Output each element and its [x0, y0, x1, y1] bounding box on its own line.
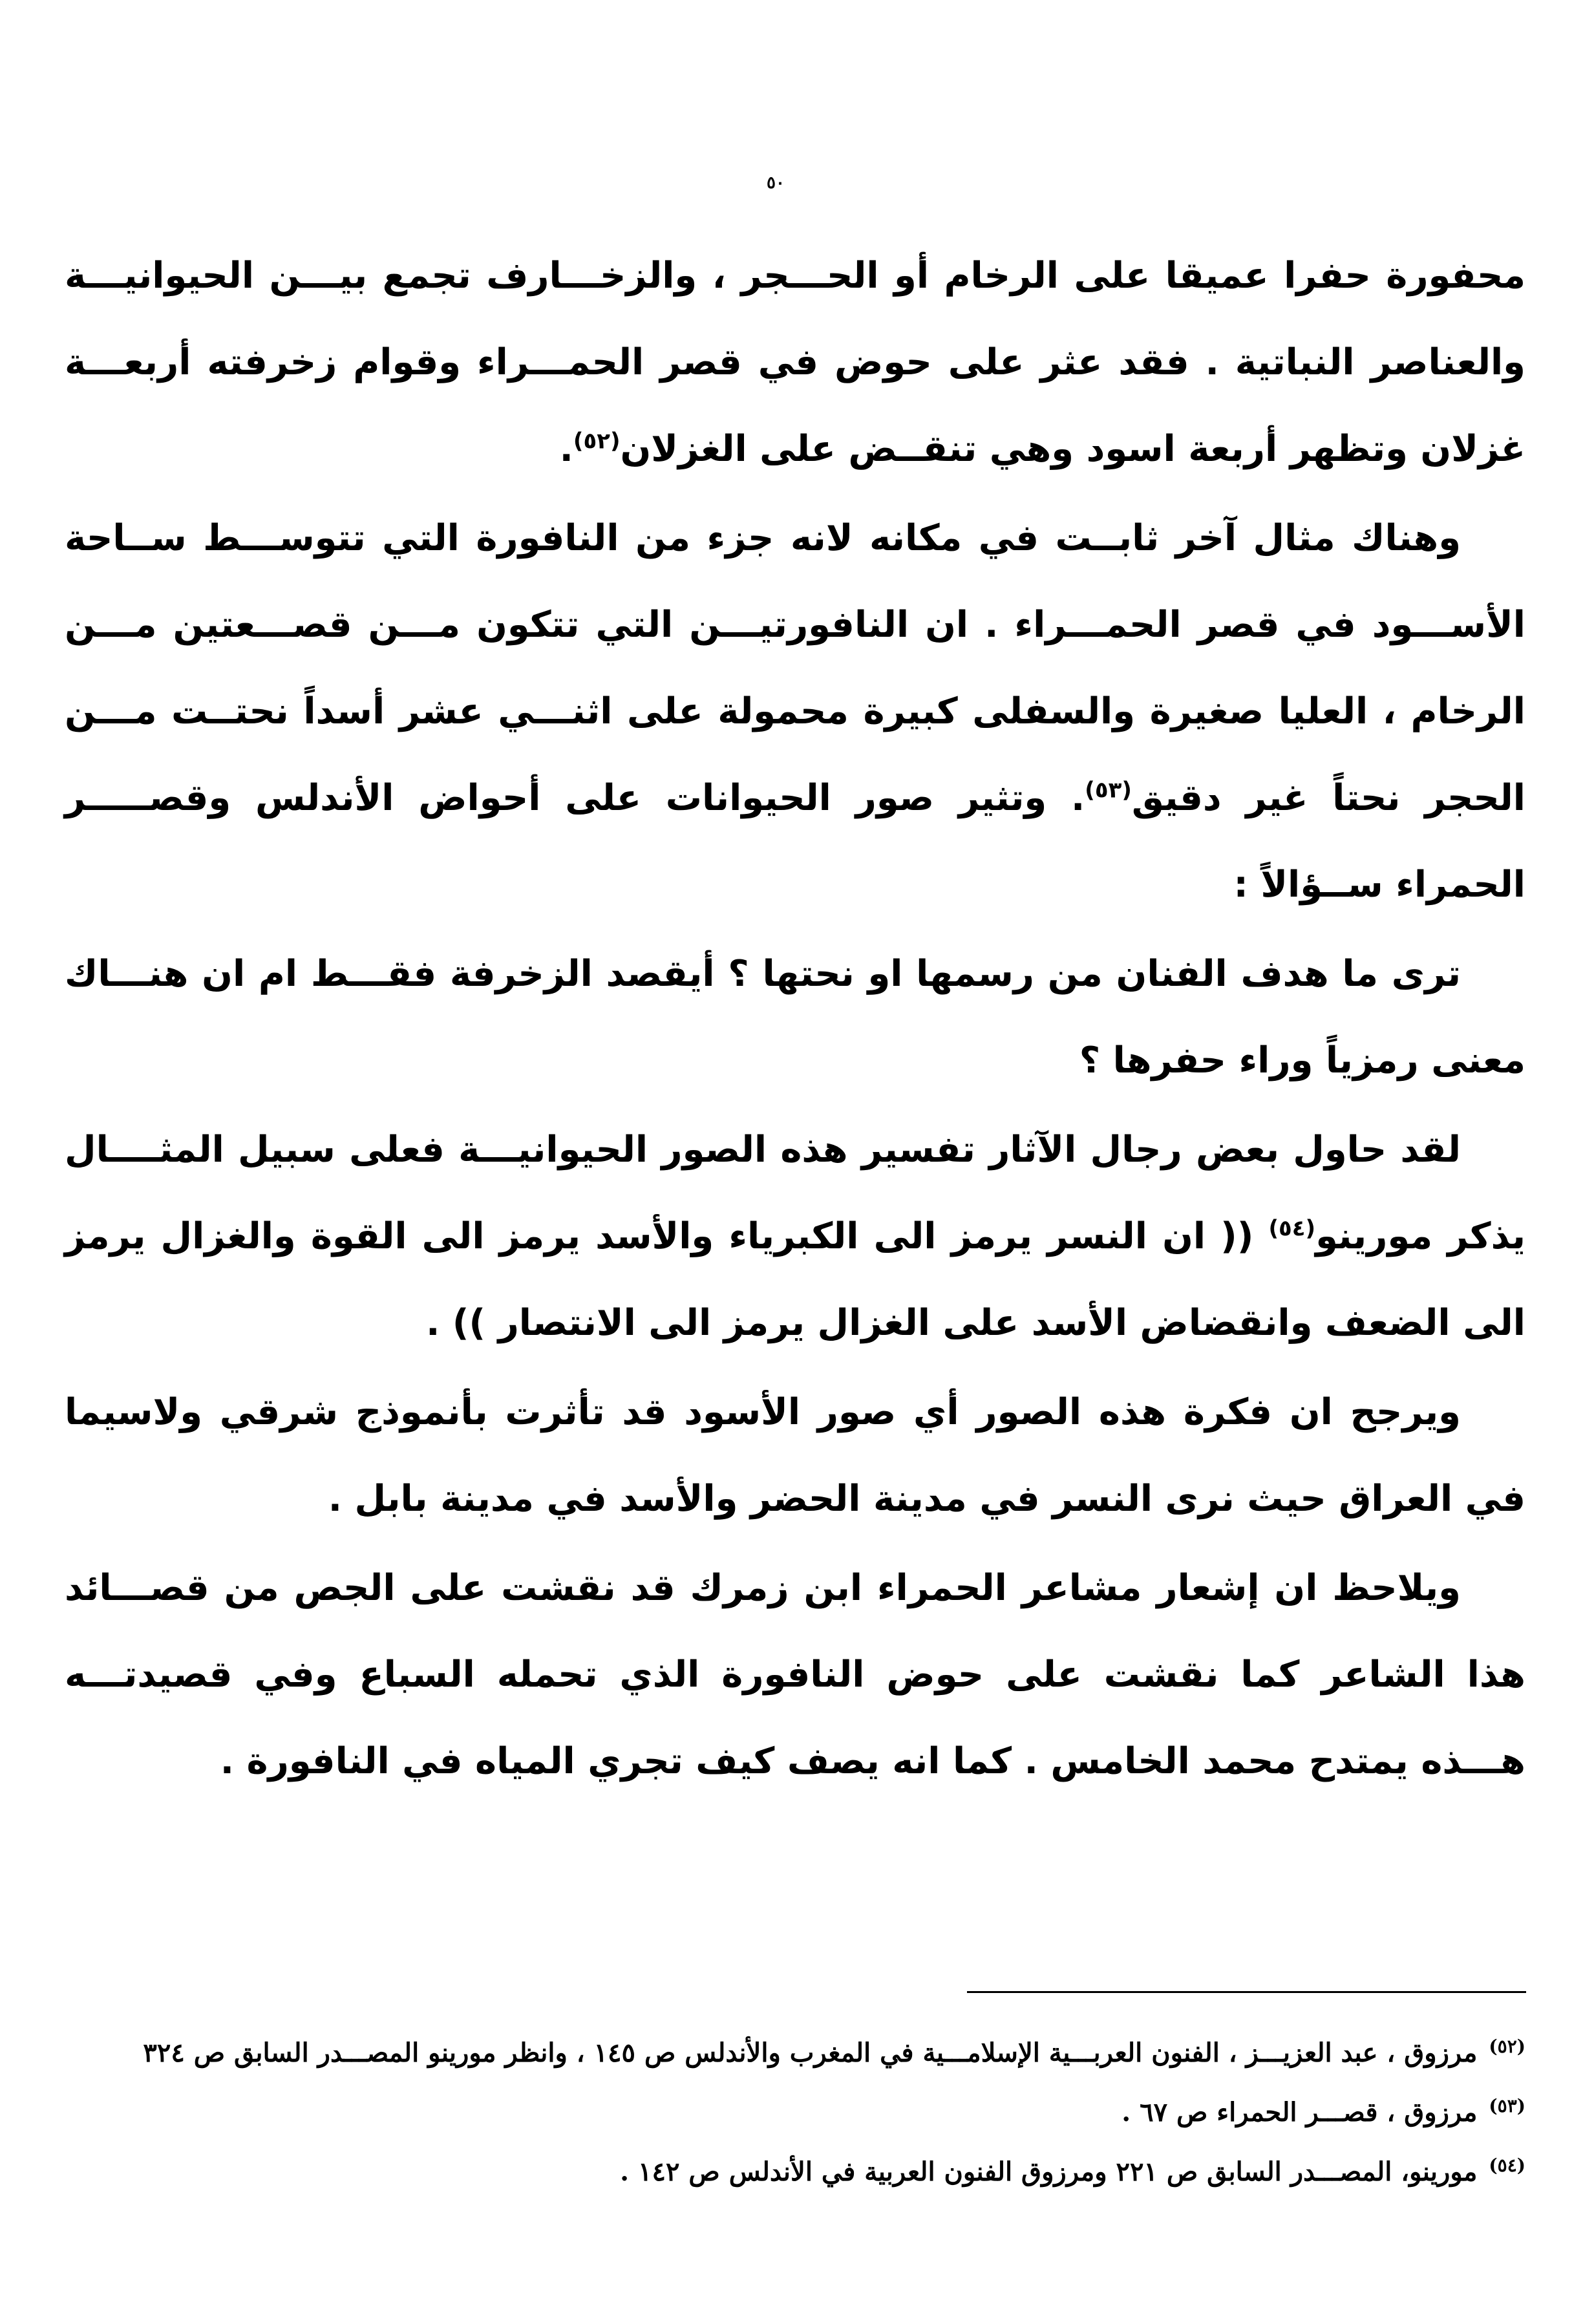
body-text: [65, 233, 1525, 1807]
footnote-marker: (٥٢): [1489, 2035, 1525, 2057]
paragraph: [65, 495, 1525, 928]
footnote-text: مرزوق ، قصـــر الحمراء ص ٦٧ .: [1121, 2097, 1478, 2127]
paragraph-text: ويلاحظ ان إشعار مشاعر الحمراء ابن زمرك قد نقشت على الجص من قصـــائد هذا الشاعر كما نقشت على حوض النافورة الذي تحمله السباع وفي قصيدتـــه هـــذه يمتدح محمد الخامس . كما انه يصف كيف تجري المياه في النافورة .: [65, 1567, 1525, 1782]
footnote-divider: [967, 1991, 1526, 1993]
paragraph-text: (( ان النسر يرمز الى الكبرياء والأسد يرمز الى القوة والغزال يرمز الى الضعف وانقضاض الأسد على الغزال يرمز الى الانتصار )) .: [65, 1215, 1525, 1344]
footnote-marker: (٥٣): [1489, 2095, 1525, 2116]
footnote-marker: (٥٤): [1489, 2154, 1525, 2176]
footnote: [97, 2023, 1525, 2083]
paragraph: [65, 1545, 1525, 1805]
paragraph-text: ترى ما هدف الفنان من رسمها او نحتها ؟ أيقصد الزخرفة فقـــط ام ان هنـــاك معنى رمزياً وراء حفرها ؟: [65, 953, 1525, 1082]
page-number: ٥٠: [767, 173, 785, 193]
paragraph: [65, 1369, 1525, 1542]
footnote-reference: (٥٤): [1268, 1215, 1316, 1242]
paragraph-text: وهناك مثال آخر ثابــت في مكانه لانه جزء من النافورة التي تتوســـط ســاحة الأســـود في قصر الحمـــراء . ان النافورتيـــن التي تتكون مـــن قصـــعتين مـــن الرخام ، العليا صغيرة والسفلى كبيرة محمولة على اثنـــي عشر أسداً نحتــت مـــن الحجر نحتاً غير دقيق: [65, 517, 1525, 819]
paragraph: [65, 1107, 1525, 1367]
paragraph: [65, 931, 1525, 1104]
footnote-text: مرزوق ، عبد العزيـــز ، الفنون العربـــية الإسلامـــية في المغرب والأندلس ص ١٤٥ ، وانظر مورينو المصـــدر السابق ص ٣٢٤: [143, 2038, 1478, 2068]
paragraph-text: لقد حاول بعض رجال الآثار تفسير هذه الصور الحيوانيـــة فعلى سبيل المثــــال يذكر مورينو: [65, 1129, 1525, 1257]
footnote: [97, 2142, 1525, 2202]
paragraph-text: ويرجح ان فكرة هذه الصور أي صور الأسود قد تأثرت بأنموذج شرقي ولاسيما في العراق حيث نرى النسر في مدينة الحضر والأسد في مدينة بابل .: [65, 1391, 1525, 1520]
footnote: [97, 2083, 1525, 2142]
paragraph: [65, 233, 1525, 493]
footnote-text: مورينو، المصـــدر السابق ص ٢٢١ ومرزوق الفنون العربية في الأندلس ص ١٤٢ .: [620, 2157, 1478, 2187]
footnote-reference: (٥٣): [1085, 777, 1132, 804]
paragraph-text: .: [559, 428, 573, 470]
paragraph-text: . وتثير صور الحيوانات على أحواض الأندلس وقصـــــر الحمراء ســؤالاً :: [65, 777, 1525, 906]
footnote-reference: (٥٢): [573, 428, 621, 454]
paragraph-text: محفورة حفرا عميقا على الرخام أو الحـــجر ، والزخـــارف تجمع بيـــن الحيوانيـــة والعناصر النباتية . فقد عثر على حوض في قصر الحمـــراء وقوام زخرفته أربعـــة غزلان وتظهر أربعة اسود وهي تنقــض على الغزلان: [65, 255, 1525, 470]
footnotes: [97, 2023, 1525, 2202]
